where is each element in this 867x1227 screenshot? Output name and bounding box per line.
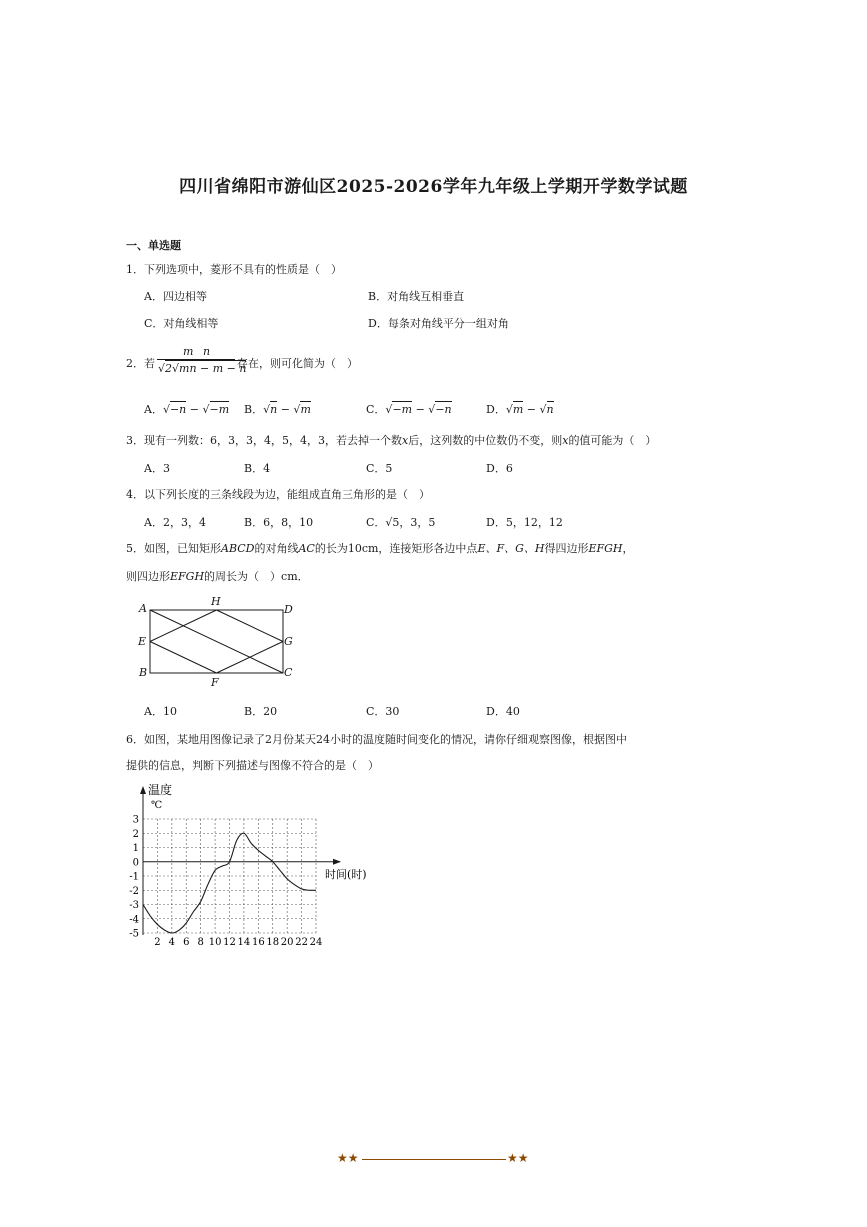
question-2-option-b: B．√n − √m — [244, 403, 311, 416]
question-4-stem: 4．以下列长度的三条线段为边，能组成直角三角形的是（ ） — [126, 488, 430, 501]
question-5-line-1: 5．如图，已知矩形ABCD的对角线AC的长为10cm，连接矩形各边中点E、F、G、H得四边形EFGH， — [126, 542, 634, 555]
x-tick-label: 18 — [266, 937, 280, 948]
chart-grid — [143, 819, 316, 933]
question-3-option-d: D．6 — [486, 462, 513, 475]
y-axis-arrow — [140, 786, 146, 794]
y-tick-label: 0 — [132, 857, 139, 869]
x-axis-arrow — [333, 859, 341, 865]
temperature-chart — [118, 778, 398, 956]
question-2-fraction-denominator: √2√mn − m − n — [158, 362, 247, 375]
question-2-fraction-numerator-n: n — [203, 345, 211, 358]
x-tick-label: 8 — [197, 937, 204, 948]
label-d: D — [284, 603, 293, 616]
question-5-line-2: 则四边形EFGH的周长为（ ）cm． — [126, 570, 309, 583]
question-6-line-2: 提供的信息，判断下列描述与图像不符合的是（ ） — [126, 759, 379, 772]
x-tick-label: 12 — [223, 937, 236, 948]
question-2-number: 2．若 — [126, 357, 155, 370]
chart-axes — [140, 786, 341, 935]
y-tick-label: -1 — [129, 871, 139, 883]
question-4-option-d: D．5，12，12 — [486, 516, 563, 529]
x-tick-label: 16 — [251, 937, 265, 948]
diagonal-ac — [150, 610, 283, 673]
segment-fe — [150, 642, 217, 674]
chart-tick-labels — [129, 815, 322, 949]
question-1-option-a: A．四边相等 — [144, 290, 207, 303]
segment-hg — [217, 610, 284, 642]
y-tick-label: -4 — [129, 914, 139, 926]
chart-ylabel: 温度 — [148, 783, 173, 797]
question-5-option-a: A．10 — [144, 705, 177, 718]
x-tick-label: 22 — [295, 937, 308, 948]
footer-divider — [362, 1159, 506, 1160]
question-5-option-b: B．20 — [244, 705, 278, 718]
question-3-option-a: A．3 — [144, 462, 170, 475]
question-2-fraction-numerator-m: m — [183, 345, 194, 358]
section-heading: 一、单选题 — [126, 239, 181, 252]
x-tick-label: 24 — [309, 937, 323, 948]
y-tick-label: -2 — [129, 885, 139, 897]
chart-yunit: ℃ — [151, 800, 163, 811]
x-tick-label: 2 — [154, 937, 161, 948]
label-f: F — [211, 676, 219, 688]
question-2-option-d: D．√m − √n — [486, 403, 554, 416]
x-tick-label: 4 — [168, 937, 176, 948]
question-4-option-a: A．2，3，4 — [144, 516, 206, 529]
x-tick-label: 20 — [280, 937, 294, 948]
y-tick-label: 3 — [132, 814, 139, 826]
question-1-option-d: D．每条对角线平分一组对角 — [368, 317, 509, 330]
rectangle-figure — [136, 594, 298, 688]
page-title: 四川省绵阳市游仙区2025-2026学年九年级上学期开学数学试题 — [179, 177, 688, 197]
question-3-stem: 3．现有一列数：6，3，3，4，5，4，3，若去掉一个数x后，这列数的中位数仍不变，则x的值可能为（ ） — [126, 434, 657, 447]
x-tick-label: 10 — [208, 937, 222, 948]
label-e: E — [138, 635, 147, 648]
x-tick-label: 6 — [183, 937, 190, 948]
question-4-option-b: B．6，8，10 — [244, 516, 314, 529]
question-5-option-c: C．30 — [366, 705, 400, 718]
question-2-tail: 存在，则可化简为（ ） — [237, 357, 358, 370]
question-1-option-b: B．对角线互相垂直 — [368, 290, 465, 303]
label-b: B — [139, 666, 148, 679]
question-2-option-c: C．√−m − √−n — [366, 403, 452, 416]
label-c: C — [284, 666, 293, 679]
chart-xlabel: 时间(时) — [325, 868, 367, 881]
footer-stars-left: ★★ — [337, 1151, 359, 1165]
question-1-option-c: C．对角线相等 — [144, 317, 219, 330]
label-h: H — [211, 595, 221, 608]
question-1-stem: 1．下列选项中，菱形不具有的性质是（ ） — [126, 263, 342, 276]
y-tick-label: 1 — [132, 843, 139, 854]
question-4-option-c: C．√5，3，5 — [366, 516, 436, 529]
footer-stars-right: ★★ — [507, 1151, 529, 1165]
x-tick-label: 14 — [237, 937, 251, 948]
y-tick-label: 2 — [132, 828, 139, 840]
label-a: A — [139, 602, 147, 615]
y-tick-label: -5 — [129, 928, 139, 940]
y-tick-label: -3 — [129, 900, 139, 911]
question-5-option-d: D．40 — [486, 705, 520, 718]
question-6-line-1: 6．如图，某地用图像记录了2月份某天24小时的温度随时间变化的情况，请你仔细观察图像，根据图中 — [126, 733, 627, 746]
question-3-option-c: C．5 — [366, 462, 393, 475]
question-3-option-b: B．4 — [244, 462, 271, 475]
label-g: G — [284, 635, 293, 648]
question-2-option-a: A．√−n − √−m — [144, 403, 230, 416]
